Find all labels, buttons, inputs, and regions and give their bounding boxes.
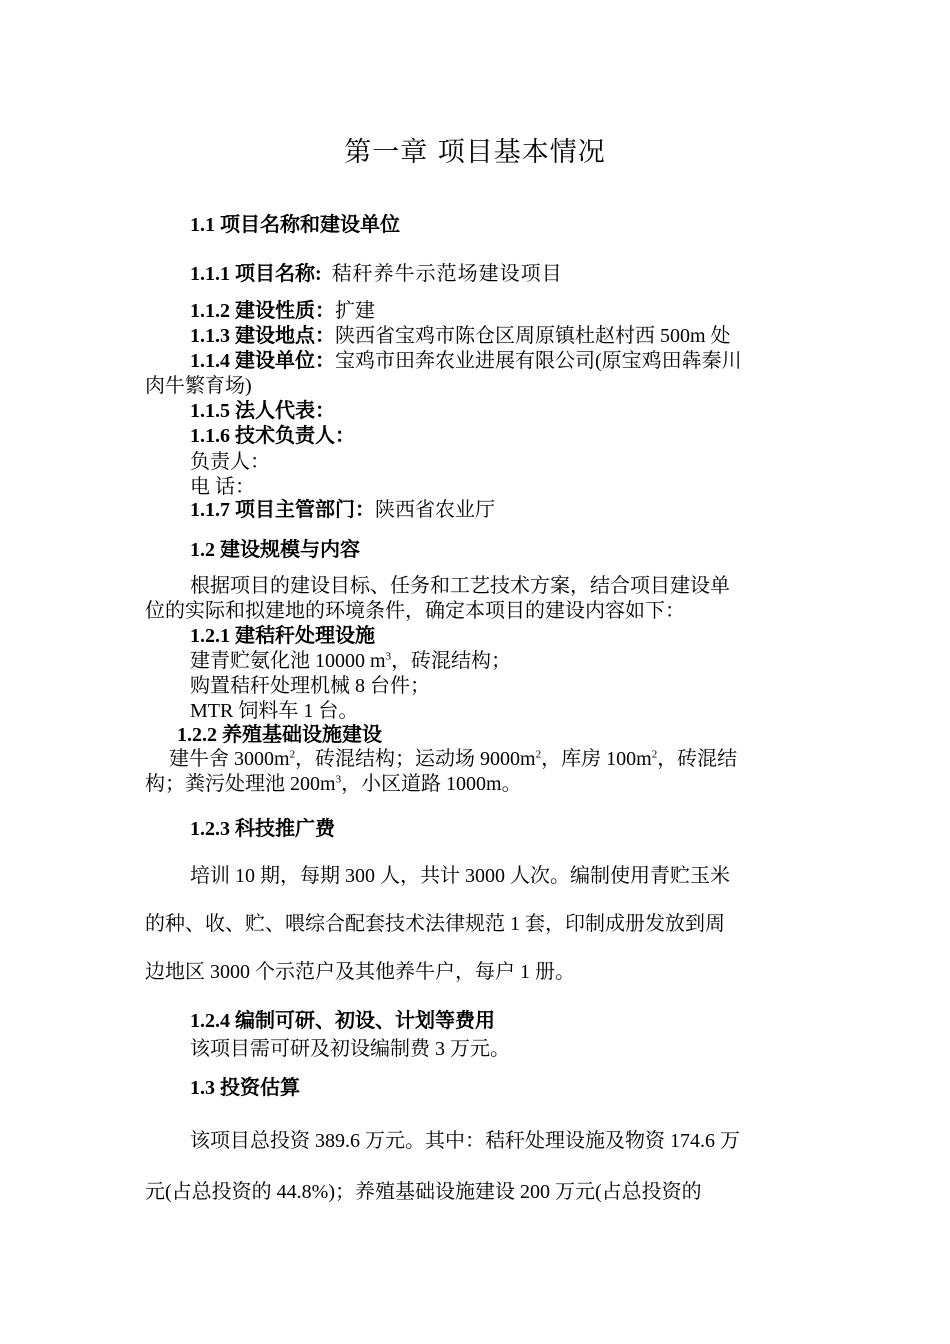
item-1-1-7 (190, 498, 855, 522)
item1-text-end: ，砖混结构； (391, 650, 512, 672)
person-in-charge-label: 负责人： (190, 451, 270, 473)
sup-2: 2 (289, 748, 296, 761)
section-1-2-2-heading: 1.2.2 养殖基础设施建设 (177, 724, 382, 746)
item-1-1-3-label: 1.1.3 建设地点： (190, 325, 335, 347)
item-1-1-2-label: 1.1.2 建设性质： (190, 300, 335, 322)
section-1-2-intro-line2: 位的实际和拟建地的环境条件，确定本项目的建设内容如下： (145, 600, 685, 622)
item-1-1-5-label: 1.1.5 法人代表： (190, 400, 335, 422)
section-1-2-3-line1: 培训 10 期，每期 300 人，共计 3000 人次。编制使用青贮玉米 (190, 865, 730, 887)
section-1-2-1-item1 (190, 649, 855, 673)
section-1-2-4-heading: 1.2.4 编制可研、初设、计划等费用 (190, 1010, 495, 1032)
sup-3: 3 (335, 773, 342, 786)
playground-area: ，砖混结构；运动场 9000m (295, 748, 536, 770)
structure-text: ，砖混结 (657, 748, 738, 770)
item-1-1-6-label: 1.1.6 技术负责人： (190, 425, 355, 447)
section-1-2-heading: 1.2 建设规模与内容 (190, 539, 360, 561)
section-1-2-1-item2: 购置秸秆处理机械 8 台件； (190, 675, 430, 697)
section-1-2-2-line1 (169, 747, 810, 771)
section-1-2-3-heading: 1.2.3 科技推广费 (190, 818, 335, 840)
phone-label: 电 话： (190, 476, 255, 498)
chapter-title: 第一章 项目基本情况 (344, 137, 606, 168)
section-1-2-intro-line1: 根据项目的建设目标、任务和工艺技术方案，结合项目建设单 (190, 575, 730, 597)
section-1-1-heading: 1.1 项目名称和建设单位 (190, 214, 400, 236)
item-1-1-3 (190, 324, 855, 348)
section-1-2-2-line2 (145, 772, 810, 796)
item-1-1-7-value: 陕西省农业厅 (375, 499, 495, 521)
item-1-1-1-value: 秸秆养牛示范场建设项目 (331, 263, 563, 285)
item-1-1-7-label: 1.1.7 项目主管部门： (190, 499, 375, 521)
item-1-1-4 (190, 349, 855, 373)
section-1-3-line2: 元(占总投资的 44.8%)；养殖基础设施建设 200 万元(占总投资的 (145, 1181, 702, 1203)
section-1-2-3-line2: 的种、收、贮、喂综合配套技术法律规范 1 套，印制成册发放到周 (145, 913, 725, 935)
sup-2: 2 (535, 748, 542, 761)
item1-text: 建青贮氨化池 10000 m (190, 650, 386, 672)
manure-pool: 构；粪污处理池 200m (145, 773, 336, 795)
item-1-1-2 (190, 299, 855, 323)
item-1-1-2-value: 扩建 (335, 300, 375, 322)
section-1-2-4-text: 该项目需可研及初设编制费 3 万元。 (190, 1038, 510, 1060)
barn-area: 建牛舍 3000m (169, 748, 290, 770)
item-1-1-1-label: 1.1.1 项目名称: (190, 263, 322, 285)
item1-superscript: 3 (385, 650, 392, 663)
item-1-1-4-value-line1: 宝鸡市田奔农业进展有限公司(原宝鸡田犇秦川 (335, 350, 742, 372)
warehouse-area: ，库房 100m (541, 748, 652, 770)
section-1-2-1-heading: 1.2.1 建秸秆处理设施 (190, 625, 375, 647)
section-1-3-line1: 该项目总投资 389.6 万元。其中：秸秆处理设施及物资 174.6 万 (190, 1130, 740, 1152)
road-length: ，小区道路 1000m。 (341, 773, 522, 795)
item-1-1-1 (190, 262, 855, 286)
section-1-3-heading: 1.3 投资估算 (190, 1077, 300, 1099)
item-1-1-3-value: 陕西省宝鸡市陈仓区周原镇杜赵村西 500m 处 (335, 325, 731, 347)
section-1-2-3-line3: 边地区 3000 个示范户及其他养牛户，每户 1 册。 (145, 961, 575, 983)
section-1-2-1-item3: MTR 饲料车 1 台。 (190, 700, 359, 722)
sup-2: 2 (651, 748, 658, 761)
item-1-1-4-label: 1.1.4 建设单位： (190, 350, 335, 372)
item-1-1-4-value-line2: 肉牛繁育场) (145, 375, 252, 397)
